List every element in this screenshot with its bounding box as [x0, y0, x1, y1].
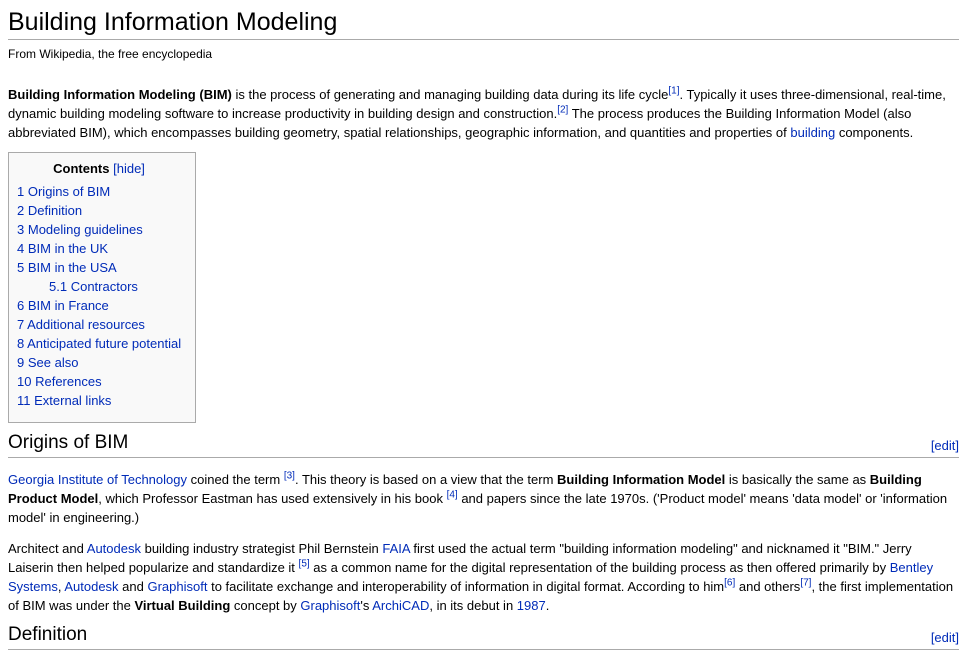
- toc-item-label: Definition: [27, 203, 83, 218]
- reference-link[interactable]: [1]: [668, 85, 680, 97]
- toc-heading: Contents: [53, 161, 110, 176]
- toc-item-link[interactable]: [17, 260, 117, 275]
- wiki-link[interactable]: Autodesk: [86, 541, 141, 556]
- wiki-link[interactable]: Georgia Institute of Technology: [8, 472, 187, 487]
- section-heading: [8, 624, 959, 650]
- toc-item-number: 10: [17, 374, 32, 389]
- toc-item-link[interactable]: [17, 184, 110, 199]
- toc-item-number: 7: [17, 317, 25, 332]
- toc-item-link[interactable]: [17, 393, 111, 408]
- toc-item: [17, 220, 181, 239]
- toc-item-number: 9: [17, 355, 25, 370]
- toc-item-number: 2: [17, 203, 25, 218]
- site-subtitle: From Wikipedia, the free encyclopedia: [8, 47, 213, 61]
- toc-item-number: 4: [17, 241, 25, 256]
- toc-item-number: 11: [17, 393, 31, 408]
- table-of-contents: [8, 152, 196, 423]
- toc-item-number: 1: [17, 184, 25, 199]
- wiki-link[interactable]: Autodesk: [64, 579, 119, 594]
- wiki-link[interactable]: Bentley Systems: [8, 560, 934, 594]
- toc-item: [17, 239, 181, 258]
- toc-item-label: Anticipated future potential: [27, 336, 182, 351]
- wiki-link[interactable]: FAIA: [382, 541, 410, 556]
- toc-item-label: External links: [34, 393, 112, 408]
- wiki-link[interactable]: ArchiCAD: [372, 598, 430, 613]
- toc-item: [17, 201, 181, 220]
- section-heading-text: Definition: [8, 624, 88, 645]
- reference-link[interactable]: [2]: [557, 104, 569, 116]
- section-definition: [8, 624, 959, 650]
- toc-item: [17, 334, 181, 353]
- section-heading: [8, 432, 959, 458]
- reference-link[interactable]: [4]: [446, 489, 458, 501]
- edit-section: [931, 628, 959, 647]
- wiki-link[interactable]: building: [790, 125, 836, 140]
- toc-item: [17, 353, 181, 372]
- reference-link[interactable]: [3]: [283, 470, 295, 482]
- toc-item-number: 3: [17, 222, 25, 237]
- intro-paragraph: Building Information Modeling (BIM) is the process of generating and managing building data during its life cycle[1]. Typically it uses three-dimensional, real-time, dynamic building modeling software to increase productivity in building design and construction.[2] The process produces the Building Information Model (also abbreviated BIM), which encompasses building geometry, spatial relationships, geographic information, and quantities and properties of building components.: [8, 85, 946, 140]
- edit-section: [931, 436, 959, 455]
- toc-item-label: References: [35, 374, 102, 389]
- toc-item: [17, 315, 181, 334]
- toc-item-link[interactable]: [17, 336, 181, 351]
- section-paragraph: Architect and Autodesk building industry strategist Phil Bernstein FAIA first used the actual term "building information modeling" and nicknamed it "BIM." Jerry Laiserin then helped popularize and standardize it [5] as a common name for the digital representation of the building process as then offered primarily by Bentley Systems, Autodesk and Graphisoft to facilitate exchange and interoperability of information in digital format. According to him[6] and others[7], the first implementation of BIM was under the Virtual Building concept by Graphisoft's ArchiCAD, in its debut in 1987.: [8, 541, 954, 613]
- reference-sup: [668, 86, 679, 97]
- toc-item-number: 8: [17, 336, 25, 351]
- bold-text: Virtual Building: [134, 598, 231, 613]
- toc-item-label: BIM in the UK: [27, 241, 109, 256]
- toc-item-link[interactable]: [17, 355, 78, 370]
- toc-item-number: 5.1: [49, 279, 68, 294]
- toc-list: [17, 182, 181, 410]
- toc-item-label: Modeling guidelines: [27, 222, 143, 237]
- toc-item: [17, 182, 181, 201]
- edit-link[interactable]: [edit]: [930, 630, 959, 645]
- section-paragraph: Georgia Institute of Technology coined the term [3]. This theory is based on a view that the term Building Information Model is basically the same as Building Product Model, which Professor Eastman has used extensively in his book [4] and papers since the late 1970s. ('Product model' means 'data model' or 'information model' in engineering.): [8, 470, 948, 525]
- toc-item-label: Origins of BIM: [27, 184, 111, 199]
- page-title: Building Information Modeling: [8, 8, 959, 40]
- toc-item-link[interactable]: [17, 241, 108, 256]
- bold-text: Building Information Model: [557, 472, 726, 487]
- reference-sup: [800, 578, 811, 589]
- bold-text: Building Product Model: [8, 472, 922, 506]
- toc-item-label: BIM in the USA: [27, 260, 117, 275]
- reference-sup: [557, 105, 568, 116]
- section-origins-of-bim: [8, 432, 959, 615]
- reference-link[interactable]: [7]: [800, 577, 812, 589]
- toc-item-link[interactable]: [17, 203, 82, 218]
- toc-item: [17, 391, 181, 410]
- toc-item-label: BIM in France: [27, 298, 109, 313]
- reference-link[interactable]: [6]: [724, 577, 736, 589]
- reference-sup: [447, 490, 458, 501]
- bold-text: Building Information Modeling (BIM): [8, 87, 232, 102]
- toc-item-number: 6: [17, 298, 25, 313]
- toc-item: [17, 258, 181, 277]
- toc-item-label: See also: [27, 355, 79, 370]
- toc-item-label: Additional resources: [27, 317, 145, 332]
- toc-item-link[interactable]: [49, 279, 138, 294]
- toc-item-link[interactable]: [17, 374, 102, 389]
- toc-hide-link[interactable]: [hide]: [113, 161, 145, 176]
- toc-item: [17, 277, 181, 296]
- toc-item-label: Contractors: [70, 279, 138, 294]
- edit-link[interactable]: [edit]: [930, 438, 959, 453]
- toc-title-row: [17, 159, 181, 178]
- reference-sup: [299, 559, 310, 570]
- toc-item-link[interactable]: [17, 317, 145, 332]
- wiki-link[interactable]: 1987: [516, 598, 546, 613]
- toc-item: [17, 372, 181, 391]
- section-heading-text: Origins of BIM: [8, 432, 129, 453]
- reference-link[interactable]: [5]: [298, 558, 310, 570]
- wiki-link[interactable]: Graphisoft: [300, 598, 361, 613]
- toc-item: [17, 296, 181, 315]
- toc-item-link[interactable]: [17, 222, 143, 237]
- toc-item-link[interactable]: [17, 298, 109, 313]
- reference-sup: [724, 578, 735, 589]
- toc-item-number: 5: [17, 260, 25, 275]
- wiki-link[interactable]: Graphisoft: [147, 579, 208, 594]
- reference-sup: [284, 471, 295, 482]
